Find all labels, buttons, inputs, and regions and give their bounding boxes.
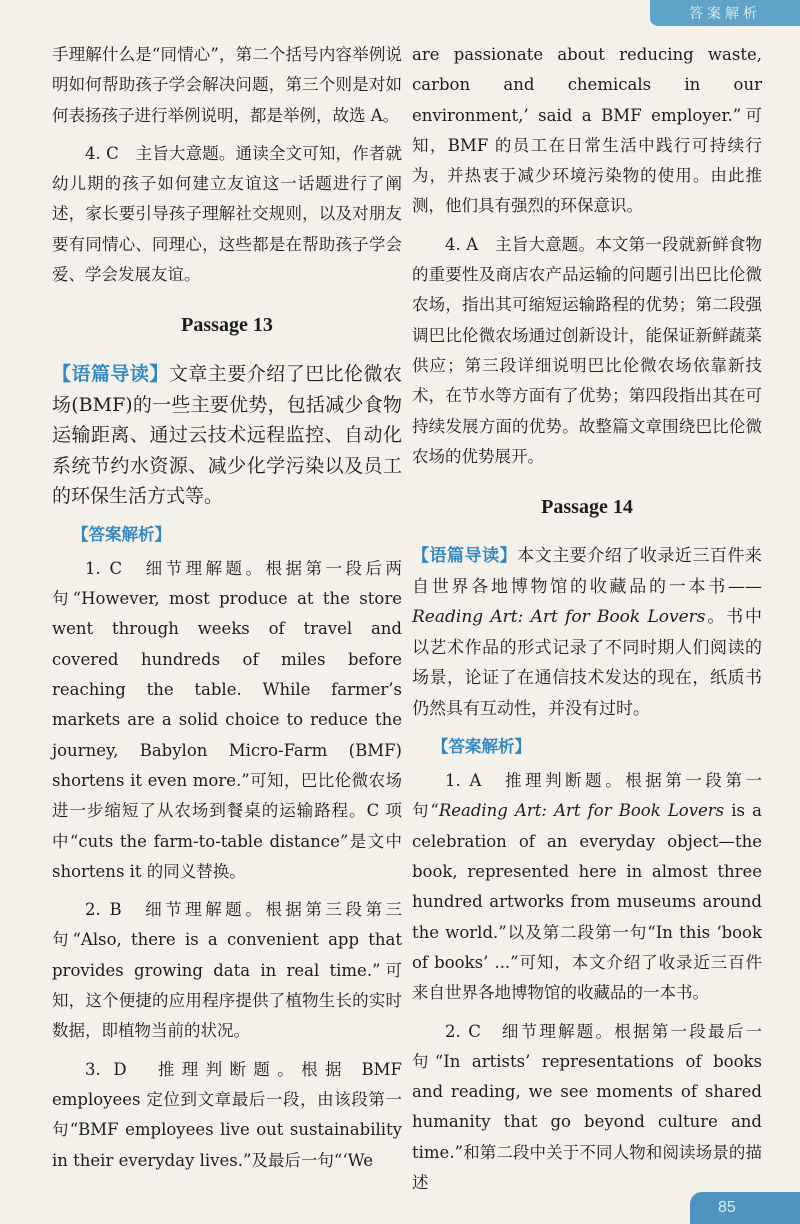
answer-1a <box>412 766 762 1008</box>
a1-pre: 1. A 推理判断题。根据第一段第一句“ <box>412 771 762 821</box>
left-column <box>52 40 402 1184</box>
answer-2b: 2. B 细节理解题。根据第三段第三句“Also, there is a convenient app that provides growing data in real time.”可知，这个便捷的应用程序提供了植物生长的实时数据，即植物当前的状况。 <box>52 900 402 1041</box>
passage-13-intro <box>52 359 402 512</box>
intro-tag: 【语篇导读】 <box>52 363 169 386</box>
intro-text-b: 。书中以艺术作品的形式记录了不同时期人们阅读的场景，论证了在通信技术发达的现在，纸质书仍然具有互动性，并没有过时。 <box>412 607 763 719</box>
answer-3d: 3. D 推理判断题。根据 BMF employees 定位到文章最后一段，由该段第一句“BMF employees live out sustainability in their everyday lives.”及最后一句“‘We <box>52 1059 402 1170</box>
answer-4c: 4. C 主旨大意题。通读全文可知，作者就幼儿期的孩子如何建立友谊这一话题进行了阐述，家长要引导孩子理解社交规则，以及对朋友要有同情心、同理心，这些都是在帮助孩子学会爱、学会发展友谊。 <box>52 143 402 285</box>
page-number: 85 <box>690 1192 800 1224</box>
paragraph: are passionate about reducing waste, carbon and chemicals in our environment,’ said a BMF employer.”可知，BMF 的员工在日常生活中践行可持续行为，并热衷于减少环境污染物的使用。由此推测，他们具有强烈的环保意识。 <box>412 45 762 216</box>
passage-14-title: Passage 14 <box>541 496 633 519</box>
answer-label: 【答案解析】 <box>432 737 531 757</box>
intro-text: 文章主要介绍了巴比伦微农场(BMF)的一些主要优势，包括减少食物运输距离、通过云技术远程监控、自动化系统节约水资源、减少化学污染以及员工的环保生活方式等。 <box>52 363 402 508</box>
intro-text-a: 本文主要介绍了收录近三百件来自世界各地博物馆的收藏品的一本书—— <box>412 546 763 597</box>
section-tab: 答案解析 <box>650 0 800 26</box>
book-title: Reading Art: Art for Book Lovers <box>438 801 725 821</box>
answer-4a: 4. A 主旨大意题。本文第一段就新鲜食物的重要性及商店农产品运输的问题引出巴比伦微农场，指出其可缩短运输路程的优势；第二段强调巴比伦微农场通过创新设计，能保证新鲜蔬菜供应；第三段详细说明巴比伦微农场依靠新技术，在节水等方面有了优势；第四段指出其在可持续发展方面的优势。故整篇文章围绕巴比伦微农场的优势展开。 <box>412 234 762 466</box>
passage-14-intro <box>412 541 762 724</box>
answer-1c: 1. C 细节理解题。根据第一段后两句“However, most produce at the store went through weeks of travel and covered hundreds of miles before reaching the table. While farmer’s markets are a solid choice to reduce the journey, Babylon Micro-Farm (BMF) shortens it even more.”可知，巴比伦微农场进一步缩短了从农场到餐桌的运输路程。C 项中“cuts the farm-to-table distance”是文中 shortens it 的同义替换。 <box>52 558 402 881</box>
a1-post: is a celebration of an everyday object—the book, represented here in almost three hundred artworks from museums around the world.”以及第二段第一句“In this ‘book of books’ ...”可知，本文介绍了收录近三百件来自世界各地博物馆的收藏品的一本书。 <box>412 801 762 1003</box>
intro-tag: 【语篇导读】 <box>412 546 518 567</box>
answer-label: 【答案解析】 <box>72 524 171 544</box>
answer-2c: 2. C 细节理解题。根据第一段最后一句“In artists’ representations of books and reading, we see moments of shared humanity that go beyond culture and time.”和第二段中关于不同人物和阅读场景的描述 <box>412 1021 762 1193</box>
paragraph: 手理解什么是“同情心”，第二个括号内容举例说明如何帮助孩子学会解决问题，第三个则是对如何表扬孩子进行举例说明，都是举例，故选 A。 <box>52 45 402 125</box>
book-title: Reading Art: Art for Book Lovers <box>412 607 706 628</box>
right-column <box>412 40 762 1206</box>
passage-13-title: Passage 13 <box>181 314 273 337</box>
